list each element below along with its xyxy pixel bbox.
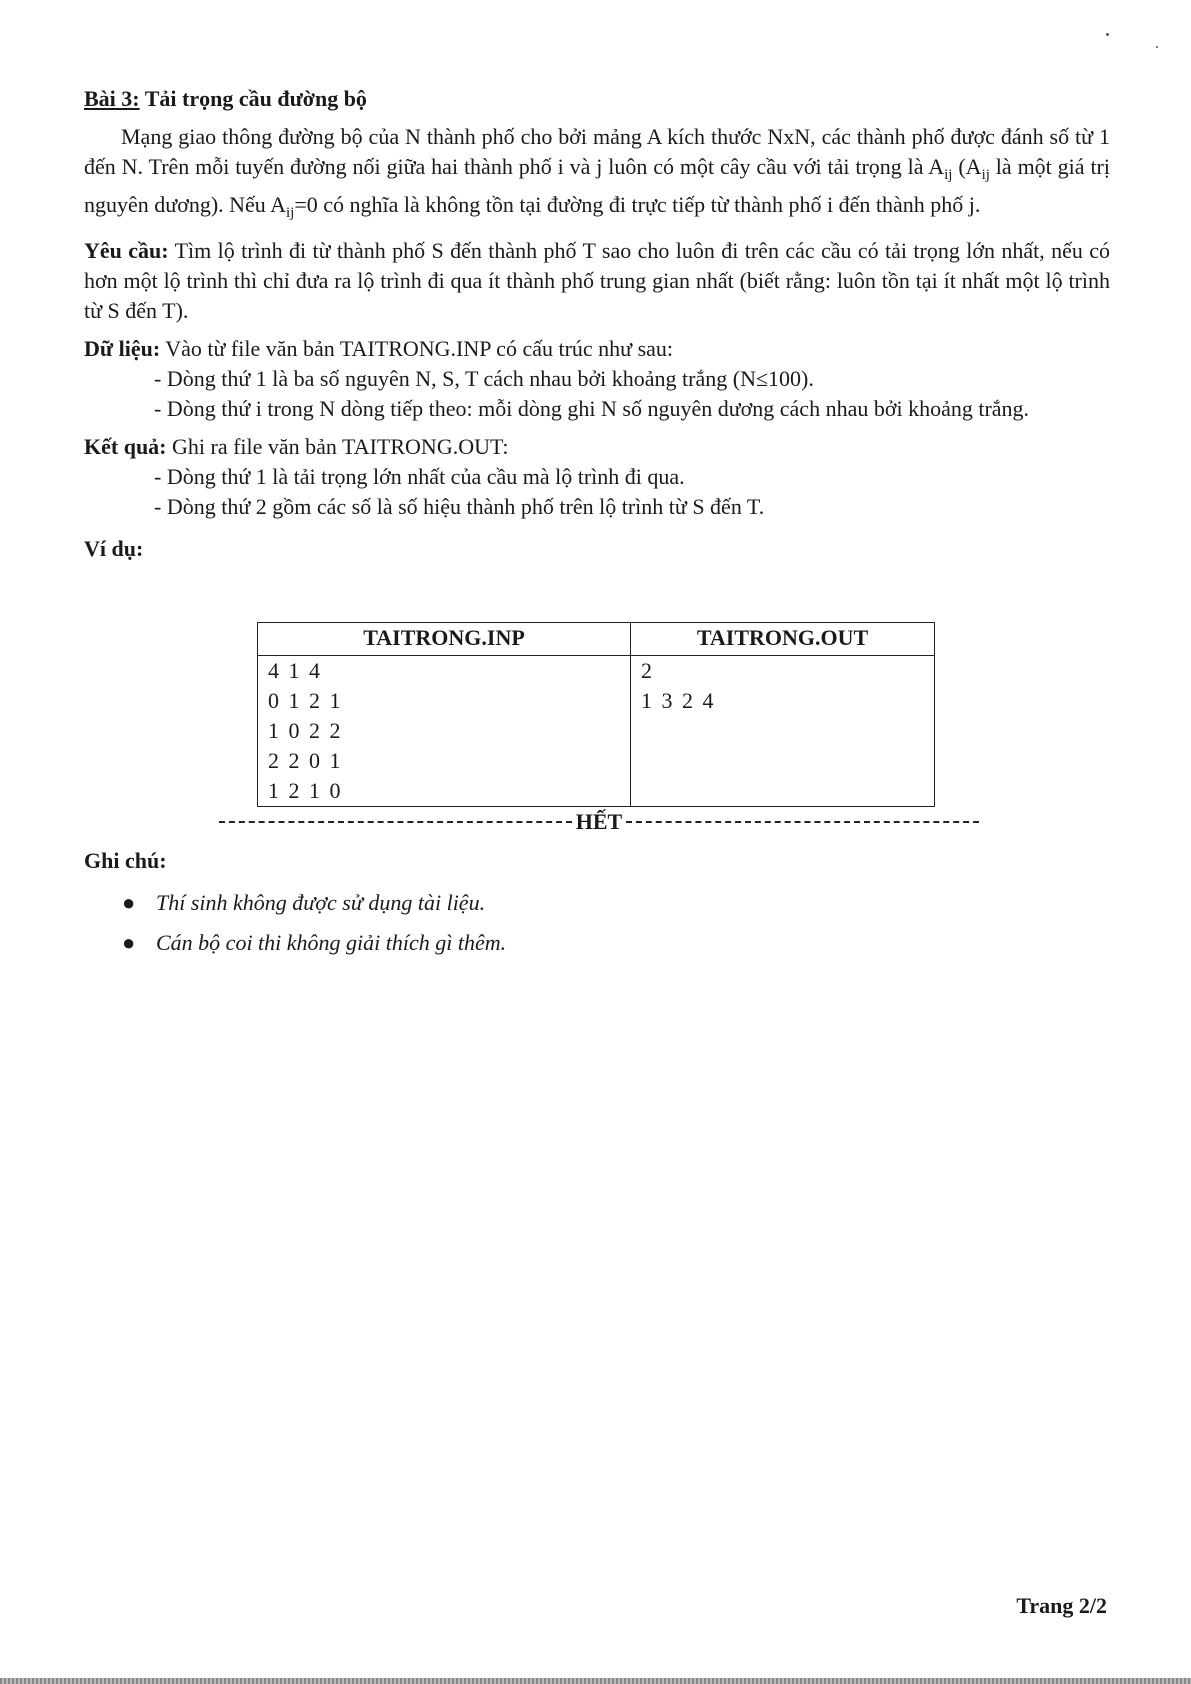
bullet-icon: ● bbox=[122, 890, 136, 915]
problem-title bbox=[84, 84, 1110, 114]
table-header: TAITRONG.INP bbox=[258, 623, 631, 656]
notes-label: Ghi chú: bbox=[84, 848, 167, 873]
input-sample-line: 1 2 1 0 bbox=[268, 778, 343, 803]
problem-name: Tải trọng cầu đường bộ bbox=[144, 86, 367, 111]
note-text: Cán bộ coi thi không giải thích gì thêm. bbox=[156, 930, 507, 955]
end-marker bbox=[219, 809, 979, 835]
requirement-paragraph bbox=[84, 236, 1110, 326]
input-sample-line: 4 1 4 bbox=[268, 658, 322, 683]
output-item: - Dòng thứ 2 gồm các số là số hiệu thành phố trên lộ trình từ S đến T. bbox=[154, 494, 765, 519]
problem-number: Bài 3: bbox=[84, 86, 140, 111]
divider bbox=[626, 821, 979, 823]
output-label: Kết quả: bbox=[84, 434, 167, 459]
intro-text: (A bbox=[952, 154, 982, 179]
input-item: - Dòng thứ 1 là ba số nguyên N, S, T cách nhau bởi khoảng trắng (N≤100). bbox=[154, 366, 814, 391]
list-item bbox=[84, 888, 506, 918]
input-paragraph bbox=[84, 334, 1110, 364]
notes-section bbox=[84, 846, 506, 968]
example-label: Ví dụ: bbox=[84, 536, 144, 561]
table-row bbox=[258, 656, 935, 807]
example-table bbox=[257, 622, 935, 807]
input-sample-line: 0 1 2 1 bbox=[268, 688, 343, 713]
output-item: - Dòng thứ 1 là tải trọng lớn nhất của cầu mà lộ trình đi qua. bbox=[154, 464, 685, 489]
output-sample-line: 1 3 2 4 bbox=[641, 688, 716, 713]
table-header-row bbox=[258, 623, 935, 656]
scan-edge bbox=[0, 1678, 1191, 1684]
problem-body bbox=[84, 84, 1110, 564]
requirement-label: Yêu cầu: bbox=[84, 238, 169, 263]
input-label: Dữ liệu: bbox=[84, 336, 161, 361]
table-header: TAITRONG.OUT bbox=[631, 623, 935, 656]
input-sample-line: 1 0 2 2 bbox=[268, 718, 343, 743]
intro-text: Mạng giao thông đường bộ của N thành phố cho bởi mảng A kích thước NxN, các thành phố được đánh số từ 1 đến N. Trên mỗi tuyến đường nối giữa hai thành phố i và j luôn có một cây cầu với tải trọng là A bbox=[84, 124, 1110, 179]
notes-list bbox=[84, 888, 506, 958]
output-sample-cell bbox=[631, 656, 935, 807]
intro-text: =0 có nghĩa là không tồn tại đường đi trực tiếp từ thành phố i đến thành phố j. bbox=[294, 192, 981, 217]
note-text: Thí sinh không được sử dụng tài liệu. bbox=[156, 890, 486, 915]
subscript: ij bbox=[981, 167, 990, 183]
list-item bbox=[84, 928, 506, 958]
intro-text: là một giá trị nguyên dương). Nếu A bbox=[84, 154, 1111, 217]
page-number: Trang 2/2 bbox=[1016, 1593, 1107, 1618]
bullet-icon: ● bbox=[122, 930, 136, 955]
input-text: Vào từ file văn bản TAITRONG.INP có cấu trúc như sau: bbox=[160, 336, 674, 361]
requirement-text: Tìm lộ trình đi từ thành phố S đến thành phố T sao cho luôn đi trên các cầu có tải trọng lớn nhất, nếu có hơn một lộ trình thì chỉ đưa ra lộ trình đi qua ít thành phố trung gian nhất (biết rằng: luôn tồn tại ít nhất một lộ trình từ S đến T). bbox=[84, 238, 1110, 323]
output-sample-line: 2 bbox=[641, 658, 654, 683]
input-sample-line: 2 2 0 1 bbox=[268, 748, 343, 773]
end-marker-text: HẾT bbox=[575, 809, 623, 834]
output-text: Ghi ra file văn bản TAITRONG.OUT: bbox=[166, 434, 509, 459]
subscript: ij bbox=[944, 167, 953, 183]
input-sample-cell bbox=[258, 656, 631, 807]
output-paragraph bbox=[84, 432, 1110, 462]
intro-paragraph bbox=[84, 122, 1110, 228]
scan-speck bbox=[1106, 33, 1109, 36]
subscript: ij bbox=[285, 205, 295, 221]
scan-speck bbox=[1156, 46, 1158, 48]
divider bbox=[219, 821, 572, 823]
input-item: - Dòng thứ i trong N dòng tiếp theo: mỗi dòng ghi N số nguyên dương cách nhau bởi khoảng trắng. bbox=[154, 396, 1030, 421]
